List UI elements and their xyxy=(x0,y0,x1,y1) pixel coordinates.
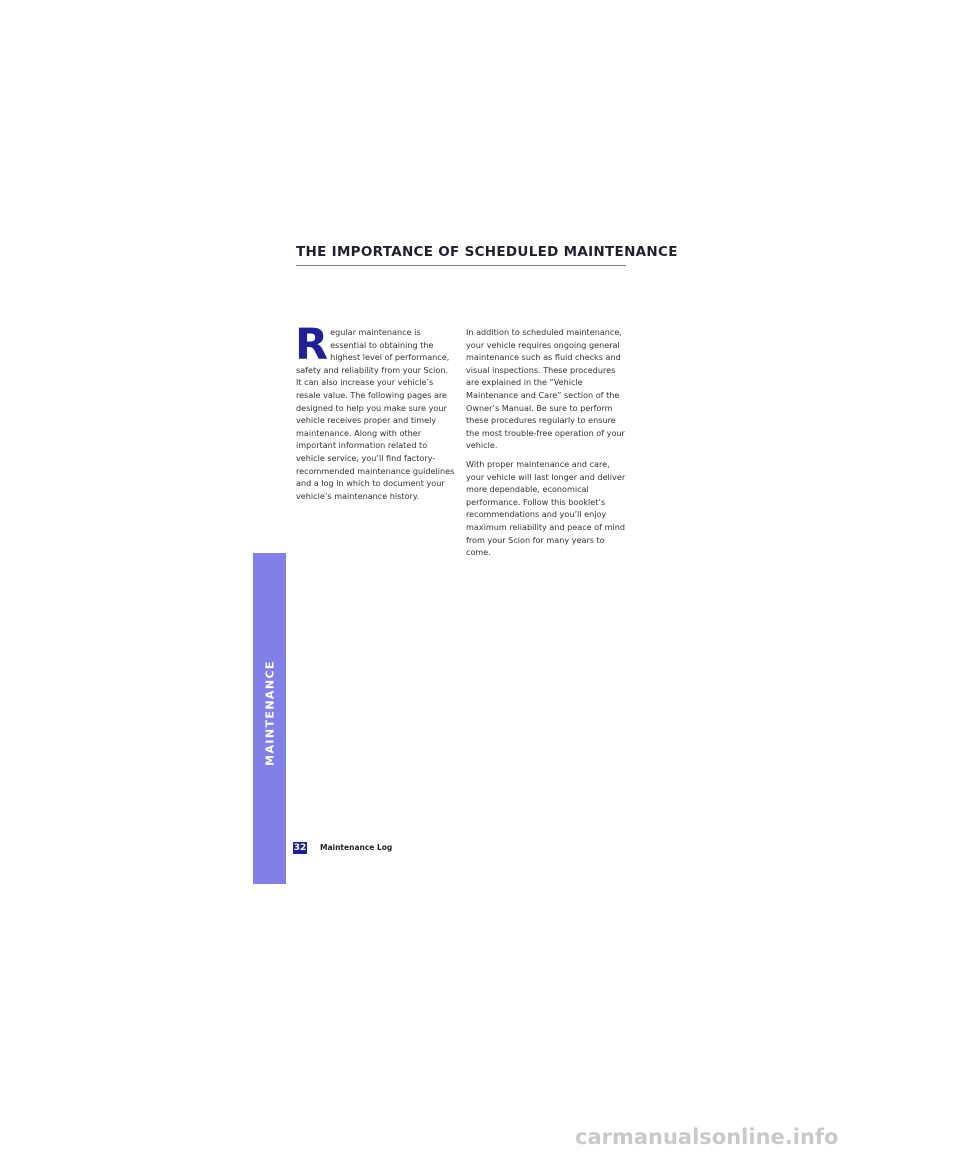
footer-section-label: Maintenance Log xyxy=(320,843,393,852)
proper-care-paragraph: With proper maintenance and care, your vehicle will last longer and deliver more dependable, economical performance. Follow this booklet’s recommendations and you’ll enjoy maximum reliability and peace of mind from your Scion for many years to come. xyxy=(466,458,626,558)
side-tab-label: MAINTENANCE xyxy=(263,660,276,766)
watermark: carmanualsonline.info xyxy=(575,1125,839,1149)
intro-paragraph xyxy=(295,320,456,502)
page-number: 32 xyxy=(293,843,307,853)
general-maintenance-paragraph: In addition to scheduled maintenance, your vehicle requires ongoing general maintenance such as fluid checks and visual inspections. These procedures are explained in the “Vehicle Maintenance and Care” section of the Owner’s Manual. Be sure to perform these procedures regularly to ensure the most trouble-free operation of your vehicle. xyxy=(466,327,625,451)
intro-text: egular maintenance is essential to obtaining the highest level of performance, safety and reliability from your Scion. It can also increase your vehicle’s resale value. The following pages are designed to help you make sure your vehicle receives proper and timely maintenance. Along with other important information related to vehicle service, you’ll find factory-recommended maintenance guidelines and a log in which to document your vehicle’s maintenance history. xyxy=(296,327,455,501)
right-column xyxy=(466,326,626,565)
left-column xyxy=(295,320,456,508)
drop-cap: R xyxy=(295,320,329,370)
section-side-tab xyxy=(253,553,286,884)
title-divider xyxy=(296,265,626,266)
page-title: THE IMPORTANCE OF SCHEDULED MAINTENANCE xyxy=(296,244,678,260)
